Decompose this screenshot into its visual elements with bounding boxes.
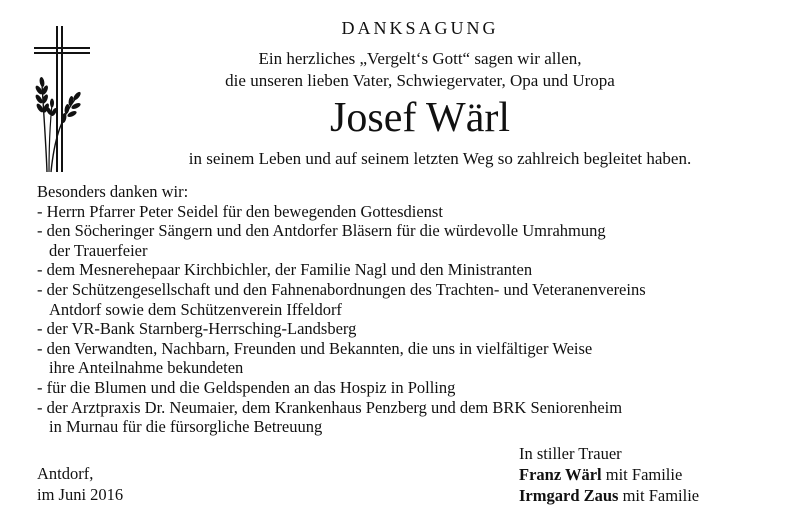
thanks-line: - der VR-Bank Starnberg-Herrsching-Landsberg [37,319,357,339]
thanks-line: ihre Anteilnahme bekundeten [49,358,244,378]
signer-1 [519,464,682,485]
signer-suffix: mit Familie [622,486,700,505]
signer-name: Irmgard Zaus [519,486,619,505]
intro-line-1: Ein herzliches „Vergelt‘s Gott“ sagen wir allen, [258,49,582,68]
thanks-intro: Besonders danken wir: [37,182,189,201]
thanks-line: - der Arztpraxis Dr. Neumaier, dem Krankenhaus Penzberg und dem BRK Seniorenheim [37,397,623,417]
thanks-line: - den Söcheringer Sängern und den Antdorfer Bläsern für die würdevolle Umrahmung [37,221,606,241]
thanks-line: - für die Blumen und die Geldspenden an das Hospiz in Polling [37,377,456,397]
thanks-line: - der Schützengesellschaft und den Fahnenabordnungen des Trachten- und Veteranenvereins [37,279,646,299]
thanks-list [37,182,646,437]
mourning-label: In stiller Trauer [519,444,622,463]
intro-line-3: in seinem Leben und auf seinem letzten Weg so zahlreich begleitet haben. [188,149,692,168]
intro-line-2: die unseren lieben Vater, Schwiegervater, Opa und Uropa [225,71,615,90]
thanks-line: in Murnau für die fürsorgliche Betreuung [49,417,323,437]
thanks-line: - dem Mesnerehepaar Kirchbichler, der Familie Nagl und den Ministranten [37,260,533,280]
thanks-line: der Trauerfeier [49,240,148,260]
date: im Juni 2016 [37,485,124,504]
place: Antdorf, [37,464,94,483]
notice-heading: DANKSAGUNG [341,18,499,38]
thanks-line: - Herrn Pfarrer Peter Seidel für den bewegenden Gottesdienst [37,201,443,221]
signer-name: Franz Wärl [519,465,602,484]
signer-suffix: mit Familie [605,465,683,484]
deceased-name: Josef Wärl [330,95,510,141]
thanks-line: - den Verwandten, Nachbarn, Freunden und Bekannten, die uns in vielfältiger Weise [37,338,593,358]
signer-2 [519,485,699,506]
thanks-line: Antdorf sowie dem Schützenverein Iffeldorf [49,299,342,319]
